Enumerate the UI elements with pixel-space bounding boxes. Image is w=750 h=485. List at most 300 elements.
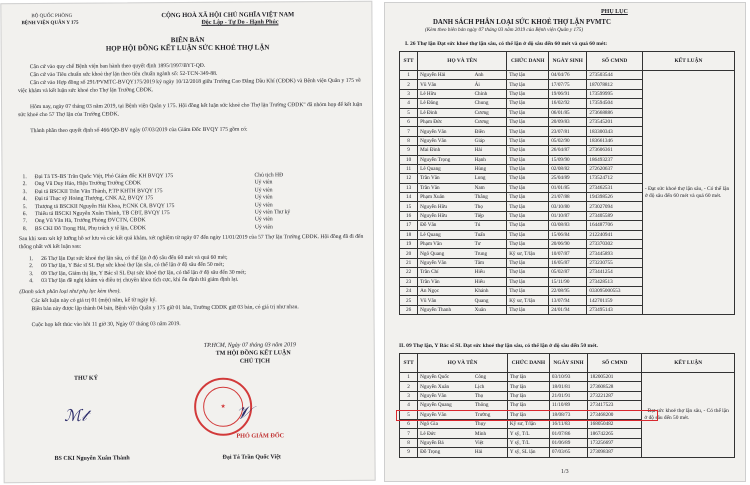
table-header-cell: CHỨC DANH <box>507 52 549 71</box>
member-name: Thượng tá BSCKII Nguyễn Hải Khoa, P.CNK C8, BVQY 175 <box>34 202 175 210</box>
section1-cell: 4 <box>400 99 418 108</box>
section1-cell: 24 <box>400 286 418 295</box>
section2-cell: Thợ lặn <box>507 410 549 419</box>
org-line1: BỘ QUỐC PHÒNG <box>31 13 73 20</box>
section1-cell: Hùng <box>473 164 507 173</box>
section1-cell: 273462531 <box>587 183 642 192</box>
section1-cell: 6 <box>400 117 418 126</box>
member-name: Thiếu tá BSCKI Nguyễn Xuân Thành, TB CĐT, BVQY 175 <box>34 210 170 218</box>
member-row <box>23 224 353 234</box>
section2-cell: Nguyễn Văn <box>418 391 473 400</box>
section1-cell: Đỗ Văn <box>418 221 473 230</box>
section2-cell: Kỹ sư, T/lặn <box>507 419 549 428</box>
member-name: Đại tá Thạc sỹ Hoàng Thượng, CNK A2, BVQY 175 <box>34 195 154 203</box>
section1-cell: Phạm Đức <box>418 117 473 126</box>
section1-cell: Phạm Văn <box>418 240 473 249</box>
section1-cell: 173594504 <box>587 99 642 108</box>
closing-paragraph: Cuộc họp kết thúc vào hồi 11 giờ 30, Ngày 07 tháng 03 năm 2019. <box>31 321 181 329</box>
section2-cell: Thụy <box>473 419 507 428</box>
section2-cell: Y sỹ, SL lặn <box>507 448 549 457</box>
section1-cell: 273027094 <box>587 202 642 211</box>
section1-cell: 5 <box>400 108 418 117</box>
section1-cell: 8 <box>400 136 418 145</box>
section2-cell: 8 <box>400 438 418 447</box>
section2-cell: 16/11/83 <box>549 419 587 428</box>
section1-cell: Vũ Văn <box>418 296 473 305</box>
section1-cell: 273405589 <box>587 211 642 220</box>
section1-cell: 25 <box>400 296 418 305</box>
section1-cell: 10 <box>400 155 418 164</box>
section1-cell: Thợ lặn <box>507 80 549 89</box>
section2-cell: 3 <box>400 391 418 400</box>
section1-cell: 13 <box>400 183 418 192</box>
section1-cell: 10/07/87 <box>549 249 587 258</box>
section2-cell: Lịch <box>473 382 507 391</box>
member-number: 4. <box>22 196 27 203</box>
section2-title: II. 09 Thợ lặn, Y Bác sĩ SL Đạt sức khoẻ thợ lặn sâu, có thể lặn ở độ sâu đến 50 mét. <box>399 343 598 349</box>
minutes-page <box>0 1 375 484</box>
table-header-cell: NGÀY SINH <box>549 52 587 71</box>
section1-cell: 01/01/85 <box>549 183 587 192</box>
section1-cell: 22/08/95 <box>549 286 587 295</box>
section1-cell: 17 <box>400 221 418 230</box>
section1-cell: Tuấn <box>473 230 507 239</box>
section2-cell: 273608528 <box>588 382 642 391</box>
section1-cell: 212240941 <box>587 230 642 239</box>
section1-cell: 3 <box>400 89 418 98</box>
member-role: Uỷ viên <box>254 194 273 201</box>
section2-cell: 182005201 <box>588 373 642 382</box>
member-number: 7. <box>22 218 28 225</box>
section1-cell: Thợ lặn <box>507 146 549 155</box>
section1-cell: 173599995 <box>587 89 642 98</box>
section1-cell: 183661346 <box>587 136 642 145</box>
chairman-name: Đại Tá Trần Quốc Việt <box>222 454 281 461</box>
section2-cell: 173256697 <box>588 438 642 447</box>
section1-cell: 142701159 <box>587 296 642 305</box>
section1-cell: Tư <box>473 240 507 249</box>
section1-cell: Chung <box>473 99 507 108</box>
section1-cell: 21/07/88 <box>549 193 587 202</box>
member-name: Đại Tá TS-BS Trần Quốc Việt, Phó Giám đốc KH BVQY 175 <box>34 173 174 181</box>
section1-cell: 273230755 <box>587 258 642 267</box>
stamp-label: PHÓ GIÁM ĐỐC <box>236 432 285 440</box>
section2-cell: 18/08/73 <box>549 410 587 419</box>
section1-cell: Cương <box>473 117 507 126</box>
member-role: Chủ tịch HĐ <box>254 172 284 179</box>
section2-cell: 2 <box>400 382 418 391</box>
section2-cell: 273417523 <box>588 401 642 410</box>
section1-cell: 273441254 <box>587 268 642 277</box>
table-header-row <box>400 354 735 373</box>
section1-cell: Mai Đình <box>418 146 473 155</box>
basis-paragraph: Thành phần theo quyết định số 466/QĐ-BV ngày 07/03/2019 của Giám Đốc BVQY 175 gồm có: <box>30 126 248 135</box>
section1-cell: Hải <box>473 146 507 155</box>
section1-cell: 16/05/87 <box>549 258 587 267</box>
section1-cell: 19 <box>400 240 418 249</box>
section2-cell: Thợ lặn <box>507 382 549 391</box>
table-header-cell: SỐ CMND <box>587 52 642 71</box>
section1-cell: Thợ lặn <box>507 89 549 98</box>
section1-cell: Thắng <box>473 193 507 202</box>
section1-cell: Nam <box>473 183 507 192</box>
section2-cell: 03/10/93 <box>549 373 587 382</box>
section2-cell: Y sỹ, T/L <box>507 438 549 447</box>
conclusion-number: 2. <box>29 263 34 270</box>
member-role: Uỷ viên <box>254 224 273 231</box>
conclusion-list <box>29 254 359 286</box>
section1-cell: Thợ lặn <box>507 230 549 239</box>
section1-cell: 24/01/94 <box>549 305 587 314</box>
section1-cell: Nguyễn Hữu <box>418 211 473 220</box>
section1-cell: 164487706 <box>587 221 642 230</box>
doc-title: BIÊN BẢN <box>170 35 205 45</box>
section1-cell: Thợ lặn <box>507 108 549 117</box>
table-header-cell: SỐ CMND <box>588 354 642 373</box>
section2-row <box>400 373 735 382</box>
member-role: Uỷ viên <box>254 202 273 209</box>
section1-cell: 20 <box>400 249 418 258</box>
closing-paragraph: Các kết luận này có giá trị 01 (một) năm, kể từ ngày ký. <box>31 297 157 305</box>
table-header-row <box>400 52 735 71</box>
section2-cell: 01/06/89 <box>549 438 587 447</box>
section1-cell: Trần Văn <box>418 174 473 183</box>
section1-cell: 173524712 <box>587 174 642 183</box>
secretary-signature: ℳ𝓉 <box>64 405 87 425</box>
section1-cell: Hiếu <box>473 268 507 277</box>
doc-subtitle: HỌP HỘI ĐỒNG KẾT LUẬN SỨC KHOẺ THỢ LẶN <box>105 43 270 53</box>
section1-cell: 21 <box>400 258 418 267</box>
table-header-cell: HỌ VÀ TÊN <box>418 354 508 373</box>
section1-cell: Chính <box>473 89 507 98</box>
section1-cell: 273428513 <box>587 277 642 286</box>
section2-cell: Nguyễn Văn <box>418 410 473 419</box>
section2-cell: Y sỹ, T/L <box>507 429 549 438</box>
section1-cell: 26 <box>400 305 418 314</box>
member-name: Ông Vũ Văn Hà, Trưởng Phòng ĐVCTN, CĐDK <box>34 217 146 225</box>
section1-conclusion: - Đạt sức khoẻ thợ lặn sâu, - Có thể lặn ở độ sâu đến 60 mét và quá 60 mét. <box>642 71 734 315</box>
section2-cell: Lê Đức <box>418 429 473 438</box>
section1-cell: 273606361 <box>587 146 642 155</box>
section1-cell: Tú <box>473 221 507 230</box>
section1-cell: Kỹ sư, T/lặn <box>507 296 549 305</box>
section2-cell: 1 <box>400 373 418 382</box>
member-number: 2. <box>22 181 27 188</box>
section1-cell: 04/04/76 <box>549 71 587 80</box>
section1-cell: Trần Văn <box>418 277 473 286</box>
section1-cell: 273445893 <box>587 249 642 258</box>
table-header-cell: STT <box>400 52 418 71</box>
table-header-cell: KẾT LUẬN <box>642 354 735 373</box>
section1-cell: 02/08/82 <box>549 164 587 173</box>
section1-cell: Ngô Quang <box>418 249 473 258</box>
section1-cell: Thợ lặn <box>507 277 549 286</box>
section1-cell: 033095000553 <box>587 286 642 295</box>
section2-cell: Việt <box>473 438 507 447</box>
section1-cell: Thợ lặn <box>507 268 549 277</box>
section2-cell: 9 <box>400 448 418 457</box>
section1-cell: Khánh <box>473 286 507 295</box>
table-header-cell: KẾT LUẬN <box>642 52 734 71</box>
section1-cell: 273668886 <box>587 108 642 117</box>
section1-cell: 23/07/81 <box>549 127 587 136</box>
section2-cell: 7 <box>400 429 418 438</box>
section1-cell: Ái <box>473 80 507 89</box>
section2-conclusion: - Đạt sức khoẻ thợ lặn sâu, - Có thể lặn ở độ sâu đến 50 mét. <box>642 373 735 458</box>
section2-cell: Công <box>473 373 507 382</box>
appendix-label: PHỤ LỤC <box>601 9 628 15</box>
section1-cell: Thợ lặn <box>507 71 549 80</box>
table-header-cell: NGÀY SINH <box>549 354 587 373</box>
section1-cell: 273545201 <box>587 117 642 126</box>
section1-cell: Lê Đình <box>418 108 473 117</box>
section2-cell: Nguyễn Xuân <box>418 382 473 391</box>
section1-cell: Thợ lặn <box>507 99 549 108</box>
section2-cell: Thông <box>473 401 507 410</box>
conclusion-number: 3. <box>29 270 34 277</box>
section2-cell: 273098387 <box>588 448 642 457</box>
table-header-cell: STT <box>400 354 418 373</box>
section1-cell: 7 <box>400 127 418 136</box>
section1-cell: 01/10/87 <box>549 211 587 220</box>
section1-cell: Lê Đăng <box>418 99 473 108</box>
section2-cell: Thợ lặn <box>507 401 549 410</box>
section1-cell: Trần Văn <box>418 183 473 192</box>
table-header-cell: HỌ VÀ TÊN <box>418 52 507 71</box>
conclusion-text: 26 Thợ lặn Đạt sức khoẻ thợ lặn sâu, có thể lặn ở độ sâu đến 60 mét và quá 60 mét; <box>41 254 228 263</box>
section2-cell: Minh <box>473 429 507 438</box>
section2-cell: 6 <box>400 419 418 428</box>
section1-cell: Thợ lặn <box>507 183 549 192</box>
member-role: Uỷ viên <box>254 179 273 186</box>
section1-cell: Lê Quang <box>418 164 473 173</box>
section1-cell: Thợ lặn <box>507 136 549 145</box>
section2-cell: 273468200 <box>588 410 642 419</box>
section1-cell: Giáp <box>473 136 507 145</box>
section1-cell: Điền <box>473 127 507 136</box>
section1-cell: 16 <box>400 211 418 220</box>
section1-cell: 9 <box>400 146 418 155</box>
section1-cell: 15/09/90 <box>549 155 587 164</box>
section2-cell: 21/01/91 <box>549 391 587 400</box>
member-number: 1. <box>22 174 27 181</box>
section1-cell: Vũ Văn <box>418 80 473 89</box>
section2-cell: 168050482 <box>588 419 642 428</box>
section1-cell: Xuân <box>473 305 507 314</box>
member-list <box>23 172 353 234</box>
section2-cell: Trường <box>473 410 507 419</box>
section1-cell: Thợ lặn <box>507 221 549 230</box>
section1-cell: Nguyễn Văn <box>418 258 473 267</box>
section1-cell: 11 <box>400 164 418 173</box>
place-date: TP.HCM, Ngày 07 tháng 03 năm 2019 <box>203 342 296 349</box>
section1-cell: Nguyễn Hải <box>418 71 473 80</box>
appendix-title: DANH SÁCH PHÂN LOẠI SỨC KHOẺ THỢ LẶN PVMTC <box>433 19 611 26</box>
section2-cell: 273221287 <box>588 391 642 400</box>
section1-cell: 1 <box>400 71 418 80</box>
member-name: Ông Vũ Duy Hảo, Hiệu Trưởng Trường CĐDK <box>34 180 141 188</box>
conclusion-number: 1. <box>29 256 34 263</box>
section1-cell: Hiếu <box>473 277 507 286</box>
section1-cell: Long <box>473 174 507 183</box>
section1-cell: Tâm <box>473 258 507 267</box>
section1-cell: Phạm Xuân <box>418 193 473 202</box>
basis-paragraph: Căn cứ vào quy chế Bệnh viện ban hành theo quyết định 1895/1997/BYT-QĐ. <box>29 62 206 71</box>
section1-cell: Thợ lặn <box>507 211 549 220</box>
member-number: 3. <box>22 188 27 195</box>
section1-cell: Nguyễn Thanh <box>418 305 473 314</box>
section1-cell: Cương <box>473 108 507 117</box>
section1-cell: 06/01/85 <box>549 108 587 117</box>
section1-cell: 273495143 <box>587 305 642 314</box>
conclusion-item <box>29 276 359 286</box>
sign-right-title2: CHỦ TỊCH <box>239 358 270 365</box>
section1-cell: 23 <box>400 277 418 286</box>
section1-cell: Thợ lặn <box>507 193 549 202</box>
section1-cell: Thợ lặn <box>507 286 549 295</box>
basis-paragraph: Hôm nay, ngày 07 tháng 03 năm 2019, tại Bệnh viện Quân y 175. Hội đồng kết luận sức khoẻ cho Thợ lặn Trường CĐDK" đã nhóm họp để kết luận sức khoẻ cho 57 Thợ lặn của Trường CĐDK. <box>18 101 363 118</box>
section2-cell: 4 <box>400 401 418 410</box>
section1-cell: 03/10/80 <box>549 202 587 211</box>
section1-cell: 05/02/90 <box>549 136 587 145</box>
section1-cell: Lê Hữu <box>418 89 473 98</box>
section2-cell: Ngô Gia <box>418 419 473 428</box>
section2-table <box>399 353 735 458</box>
section2-cell: Nguyễn Quang <box>418 401 473 410</box>
section1-cell: Kỹ sư, T/lặn <box>507 249 549 258</box>
section1-cell: 20/09/83 <box>549 117 587 126</box>
page-number: 1/3 <box>561 469 569 475</box>
section1-cell: 25/04/89 <box>549 174 587 183</box>
section2-cell: 186742265 <box>588 429 642 438</box>
section1-cell: Quang <box>473 296 507 305</box>
section1-cell: 15/06/84 <box>549 230 587 239</box>
section1-cell: 17/07/75 <box>549 80 587 89</box>
section1-cell: 194398526 <box>587 193 642 202</box>
appendix-page <box>384 2 746 482</box>
section1-cell: Hạnh <box>473 155 507 164</box>
section1-cell: Lê Quang <box>418 230 473 239</box>
org-line2: BỆNH VIỆN QUÂN Y 175 <box>21 20 79 27</box>
table-header-cell: CHỨC DANH <box>507 354 549 373</box>
member-number: 5. <box>22 203 27 210</box>
basis-paragraph: Căn cứ vào Tiêu chuẩn sức khoẻ thợ lặn theo tiêu chuẩn ngành số: 52-TCN-349-88. <box>29 70 218 79</box>
section2-cell: Thọ <box>473 391 507 400</box>
section1-cell: Tiệp <box>473 211 507 220</box>
section1-cell: 16/02/92 <box>549 99 587 108</box>
appendix-subtitle: (Kèm theo biên bản ngày 07 tháng 03 năm 2019 của Bệnh viện Quân y 175) <box>425 27 584 33</box>
section1-cell: Thợ lặn <box>507 164 549 173</box>
section1-cell: Thợ lặn <box>507 258 549 267</box>
conclusion-number: 4. <box>29 278 34 285</box>
appendix-note: (Danh sách phân loại như phụ lục kèm theo). <box>19 288 121 296</box>
section1-cell: 14 <box>400 193 418 202</box>
sign-left-title: THƯ KÝ <box>73 375 98 382</box>
section1-cell: 183300343 <box>587 127 642 136</box>
section1-cell: Anh <box>473 71 507 80</box>
section1-cell: 273503544 <box>587 71 642 80</box>
member-name: Đại tá BSCKII Trần Văn Thành, P.TP KHTH BVQY 175 <box>34 187 163 195</box>
section1-cell: 20/06/90 <box>549 240 587 249</box>
basis-paragraph: Căn cứ vào Hợp đồng số 291/PVMTC-BVQY175/2019 ký ngày 10/12/2018 giữa Trường Cao Đẳng Dầu Khí (CĐDK) và Bệnh viện Quân y 175 về việc khám và kết luận sức khoẻ cho Thợ lặn Trường CĐDK. <box>17 77 361 94</box>
section1-cell: 187078812 <box>587 80 642 89</box>
section1-cell: Thợ lặn <box>507 174 549 183</box>
section1-cell: 2 <box>400 80 418 89</box>
section1-cell: 19/06/91 <box>549 89 587 98</box>
section1-cell: Trung <box>473 249 507 258</box>
section1-cell: Thợ lặn <box>507 305 549 314</box>
section1-cell: Nguyễn Trọng <box>418 155 473 164</box>
section1-cell: Thợ lặn <box>507 127 549 136</box>
section1-row <box>400 71 735 80</box>
nation-line2: Độc Lập - Tự Do - Hạnh Phúc <box>201 19 279 26</box>
section1-cell: Thợ lặn <box>507 155 549 164</box>
section2-cell: Thợ lặn <box>507 391 549 400</box>
member-role: Uỷ viên Thư ký <box>254 209 291 216</box>
section1-cell: Thợ lặn <box>507 240 549 249</box>
member-role: Uỷ viên <box>254 187 273 194</box>
section1-cell: Nguyễn Hữu <box>418 202 473 211</box>
section2-cell: Nguyễn Quốc <box>418 373 473 382</box>
section2-cell: 07/03/65 <box>549 448 587 457</box>
section1-cell: 272620637 <box>587 164 642 173</box>
section1-cell: 15/11/90 <box>549 277 587 286</box>
conclusion-text: 09 Thợ lặn, Y Bác sĩ SL Đạt sức khoẻ thợ lặn sâu, có thể lặn ở độ sâu đến 50 mét; <box>41 262 225 270</box>
section1-cell: 26/04/87 <box>549 146 587 155</box>
section1-cell: 12 <box>400 174 418 183</box>
highlighted-row-marker <box>396 410 658 421</box>
section1-cell: 15 <box>400 202 418 211</box>
section2-cell: Đỗ Trọng <box>418 448 473 457</box>
conclusion-text: 03 Thợ lặn đề nghị khám và điều trị chuyên khoa tích cực, khi ổn định thì giám định lại. <box>41 276 239 285</box>
section1-cell: Nguyễn Văn <box>418 136 473 145</box>
chairman-signature: 𝒱 <box>236 402 252 424</box>
section1-cell: Thợ lặn <box>507 117 549 126</box>
section2-cell: 11/10/89 <box>549 401 587 410</box>
section1-cell: 13/07/94 <box>549 296 587 305</box>
section1-cell: 273370302 <box>587 240 642 249</box>
secretary-name: BS CKI Nguyễn Xuân Thành <box>54 455 130 462</box>
section2-cell: Nguyễn Bá <box>418 438 473 447</box>
section2-cell: 5 <box>400 410 418 419</box>
section1-title: I. 26 Thợ lặn Đạt sức khoẻ thợ lặn sâu, có thể lặn ở độ sâu đến 60 mét và quá 60 mét: <box>405 41 608 47</box>
official-stamp: ★ <box>194 378 252 436</box>
section1-cell: 03/08/83 <box>549 221 587 230</box>
closing-paragraph: Biên bản này được lập thành 04 bản, Bệnh viện Quân y 175 giữ 01 bản, Trường CĐDK giữ 03 bản, có giá trị như nhau. <box>31 304 299 313</box>
section1-cell: An Ngọc <box>418 286 473 295</box>
section2-cell: Thợ lặn <box>507 373 549 382</box>
sign-right-title1: TM HỘI ĐỒNG KẾT LUẬN <box>215 350 291 357</box>
section1-cell: Trần Chí <box>418 268 473 277</box>
section2-cell: 01/07/86 <box>549 429 587 438</box>
section1-cell: Thọ <box>473 202 507 211</box>
section2-cell: Hải <box>473 448 507 457</box>
section2-cell: 18/01/81 <box>549 382 587 391</box>
conclusion-text: 09 Thợ lặn, Giám thị lặn, Y Bác sĩ SL Đạt sức khoẻ thợ lặn, có thể lặn ở độ sâu đến 30 mét; <box>41 269 246 277</box>
nation-line1: CỘNG HOÀ XÃ HỘI CHỦ NGHĨA VIỆT NAM <box>161 11 295 20</box>
section1-cell: 22 <box>400 268 418 277</box>
review-paragraph: Sau khi xem xét kỹ lưỡng hồ sơ lưu và các kết quả khám, xét nghiệm từ ngày 07 đến ngày 11/01/2019 của 57 Thợ lặn Trường CĐDK. Hội đồng đã đi đến thống nhất với kết luận sau: <box>18 233 364 250</box>
section1-cell: 18 <box>400 230 418 239</box>
section1-table <box>399 51 735 315</box>
section1-cell: Thợ lặn <box>507 202 549 211</box>
section1-cell: 05/02/87 <box>549 268 587 277</box>
member-role: Uỷ viên <box>254 216 273 223</box>
section1-cell: Nguyễn Văn <box>418 127 473 136</box>
member-number: 8. <box>22 225 28 232</box>
section1-cell: 186493237 <box>587 155 642 164</box>
member-number: 6. <box>22 211 28 218</box>
